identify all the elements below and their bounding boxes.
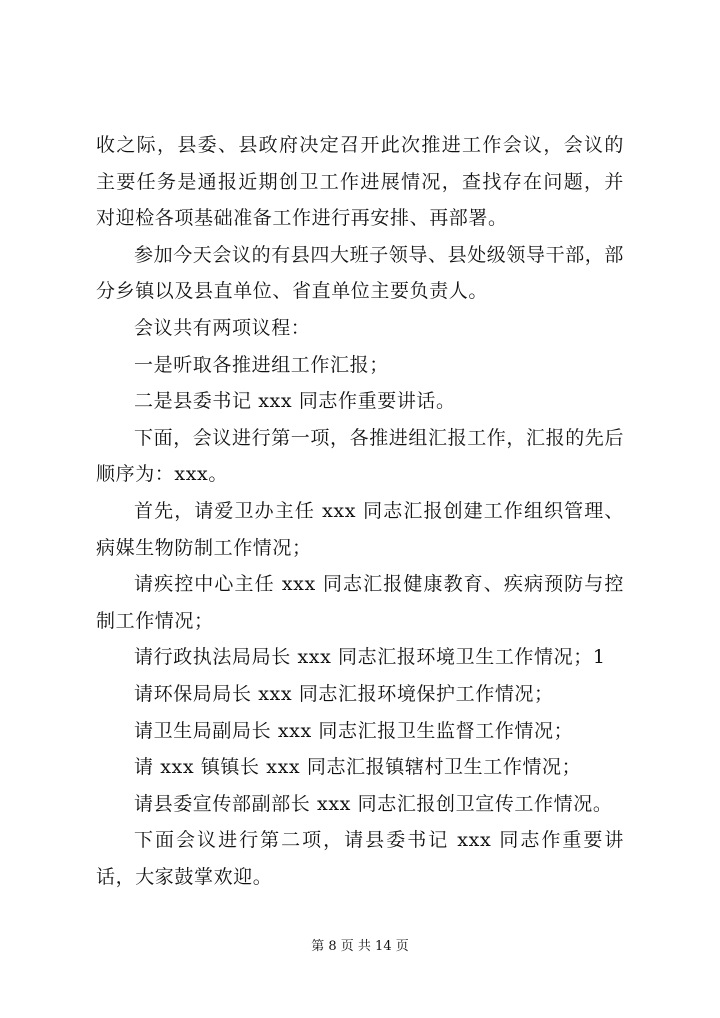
paragraph-13: 请县委宣传部副部长 xxx 同志汇报创卫宣传工作情况。: [134, 792, 613, 815]
document-body: [96, 127, 624, 895]
page-number-footer: 第 8 页 共 14 页: [311, 939, 409, 954]
paragraph-6: 下面，会议进行第一项，各推进组汇报工作，汇报的先后顺序为：xxx。: [96, 426, 625, 486]
paragraph-1: 收之际，县委、县政府决定召开此次推进工作会议，会议的主要任务是通报近期创卫工作进展情况，查找存在问题，并对迎检各项基础准备工作进行再安排、再部署。: [96, 134, 624, 230]
paragraph-9: 请行政执法局局长 xxx 同志汇报环境卫生工作情况；1: [134, 646, 606, 669]
paragraph-10: 请环保局局长 xxx 同志汇报环境保护工作情况；: [134, 682, 554, 705]
paragraph-14: 下面会议进行第二项，请县委书记 xxx 同志作重要讲话，大家鼓掌欢迎。: [96, 829, 624, 888]
paragraph-5: 二是县委书记 xxx 同志作重要讲话。: [134, 390, 456, 413]
paragraph-4: 一是听取各推进组工作汇报；: [134, 353, 389, 376]
paragraph-3: 会议共有两项议程：: [134, 316, 311, 339]
paragraph-12: 请 xxx 镇镇长 xxx 同志汇报镇辖村卫生工作情况；: [134, 756, 582, 779]
paragraph-7: 首先，请爱卫办主任 xxx 同志汇报创建工作组织管理、病媒生物防制工作情况；: [96, 499, 624, 559]
paragraph-2: 参加今天会议的有县四大班子领导、县处级领导干部，部分乡镇以及县直单位、省直单位主要负责人。: [96, 243, 625, 303]
paragraph-11: 请卫生局副局长 xxx 同志汇报卫生监督工作情况；: [134, 719, 574, 742]
paragraph-8: 请疾控中心主任 xxx 同志汇报健康教育、疾病预防与控制工作情况；: [96, 573, 624, 632]
